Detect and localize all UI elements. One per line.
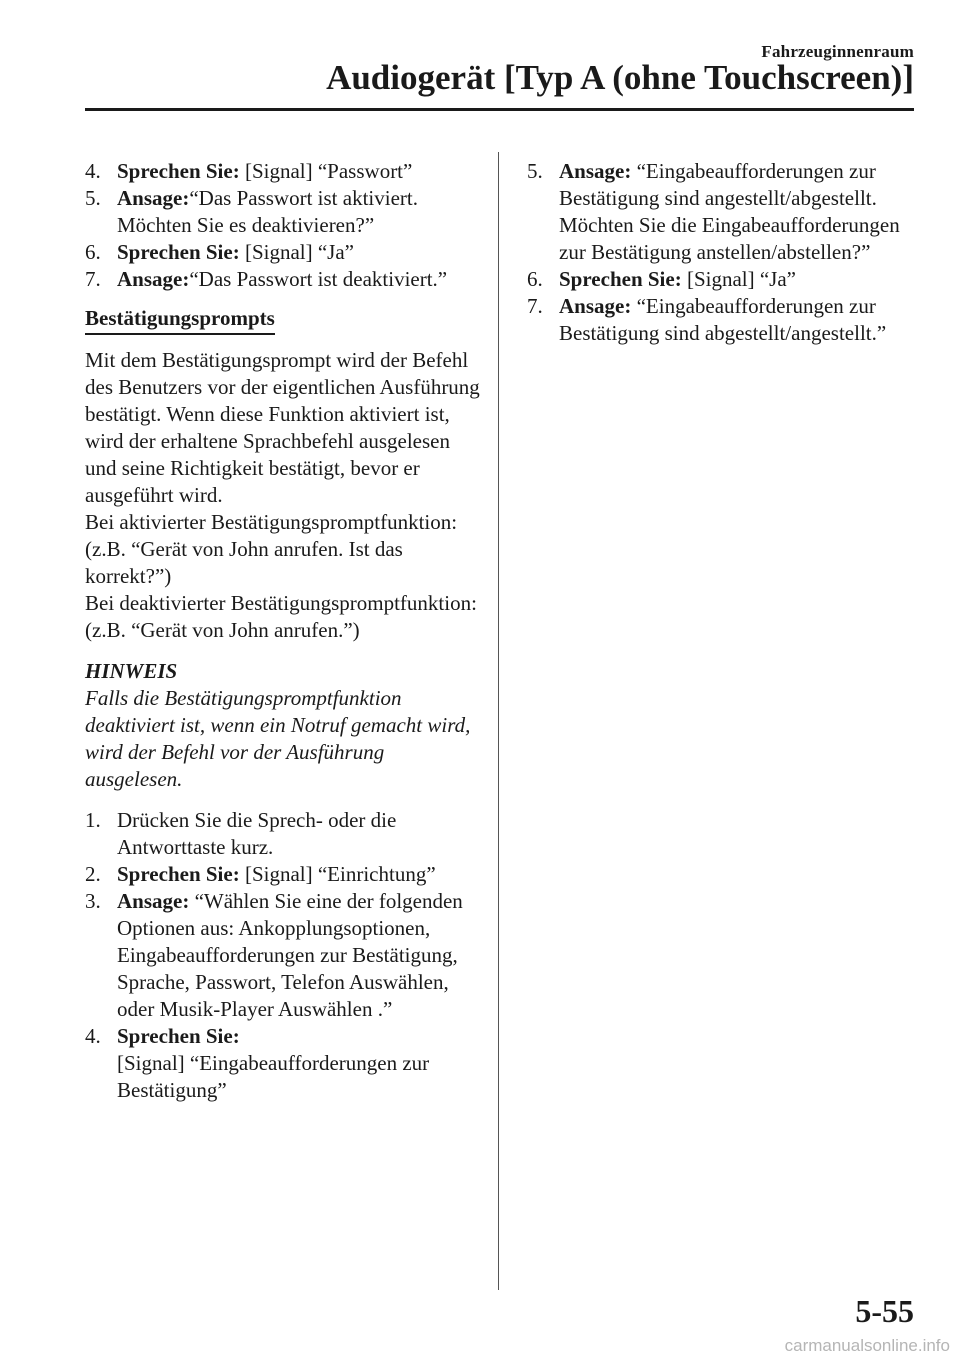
right-column [527, 158, 922, 347]
note-text: Falls die Bestätigungspromptfunktion deaktiviert ist, wenn ein Notruf gemacht wird, wird der Befehl vor der Ausführung ausgelesen. [85, 686, 471, 791]
step-number: 2. [85, 862, 101, 886]
body-paragraph: Bei deaktivierter Bestätigungspromptfunktion: [85, 591, 477, 615]
watermark-link[interactable]: carmanualsonline.info [784, 1336, 950, 1355]
step-number: 5. [85, 186, 101, 210]
step-label: Ansage: [559, 159, 632, 183]
step-number: 1. [85, 808, 101, 832]
step-text: “Das Passwort ist deaktiviert.” [189, 267, 448, 291]
step-label: Sprechen Sie: [117, 240, 240, 264]
step-item [85, 888, 480, 1023]
steps-top [85, 158, 480, 293]
step-item [85, 239, 480, 266]
left-column [85, 158, 480, 1104]
step-label: Ansage: [117, 889, 190, 913]
step-text: “Eingabeaufforderungen zur Bestätigung sind abgestellt/angestellt.” [559, 294, 887, 345]
note-title: HINWEIS [85, 659, 178, 683]
body-paragraph: (z.B. “Gerät von John anrufen.”) [85, 618, 360, 642]
step-text: [Signal] “Passwort” [239, 159, 413, 183]
step-label: Sprechen Sie: [559, 267, 682, 291]
step-number: 7. [85, 267, 101, 291]
step-item [85, 1023, 480, 1104]
column-divider [498, 152, 499, 1290]
section-label: Fahrzeuginnenraum [761, 42, 914, 61]
step-item [85, 185, 480, 239]
step-number: 7. [527, 294, 543, 318]
step-number: 6. [85, 240, 101, 264]
chapter-title: Audiogerät [Typ A (ohne Touchscreen)] [326, 58, 914, 97]
step-text: Drücken Sie die Sprech- oder die Antworttaste kurz. [117, 808, 397, 859]
step-item [85, 861, 480, 888]
step-text: “Das Passwort ist aktiviert. Möchten Sie es deaktivieren?” [117, 186, 418, 237]
step-label: Sprechen Sie: [117, 1024, 240, 1048]
step-number: 5. [527, 159, 543, 183]
page-number: 5-55 [855, 1293, 914, 1329]
step-text: [Signal] “Ja” [239, 240, 354, 264]
step-item [527, 158, 922, 266]
step-item [527, 266, 922, 293]
step-number: 4. [85, 1024, 101, 1048]
step-label: Sprechen Sie: [117, 862, 240, 886]
step-text: [Signal] “Ja” [681, 267, 796, 291]
step-item [85, 807, 480, 861]
step-text: [Signal] “Einrichtung” [239, 862, 436, 886]
step-item [85, 158, 480, 185]
body-paragraph: Bei aktivierter Bestätigungspromptfunktion: [85, 510, 458, 534]
step-label: Ansage: [117, 267, 190, 291]
step-label: Ansage: [559, 294, 632, 318]
step-label: Sprechen Sie: [117, 159, 240, 183]
step-number: 6. [527, 267, 543, 291]
step-item [527, 293, 922, 347]
section-heading: Bestätigungsprompts [85, 305, 275, 335]
step-label: Ansage: [117, 186, 190, 210]
step-number: 4. [85, 159, 101, 183]
step-text: “Eingabeaufforderungen zur Bestätigung sind angestellt/abgestellt. Möchten Sie die Eingabeaufforderungen zur Bestätigung anstellen/abstellen?” [559, 159, 900, 264]
header-rule [85, 108, 914, 111]
step-text: [Signal] “Eingabeaufforderungen zur Bestätigung” [117, 1051, 430, 1102]
steps-bottom [85, 807, 480, 1104]
step-text: “Wählen Sie eine der folgenden Optionen aus: Ankopplungsoptionen, Eingabeaufforderungen zur Bestätigung, Sprache, Passwort, Telefon Auswählen, oder Musik-Player Auswählen .” [117, 889, 463, 1021]
body-paragraph: (z.B. “Gerät von John anrufen. Ist das korrekt?”) [85, 537, 403, 588]
step-number: 3. [85, 889, 101, 913]
step-item [85, 266, 480, 293]
body-paragraph: Mit dem Bestätigungsprompt wird der Befehl des Benutzers vor der eigentlichen Ausführung bestätigt. Wenn diese Funktion aktiviert ist, wird der erhaltene Sprachbefehl ausgelesen und seine Richtigkeit bestätigt, bevor er ausgeführt wird. [85, 348, 480, 507]
